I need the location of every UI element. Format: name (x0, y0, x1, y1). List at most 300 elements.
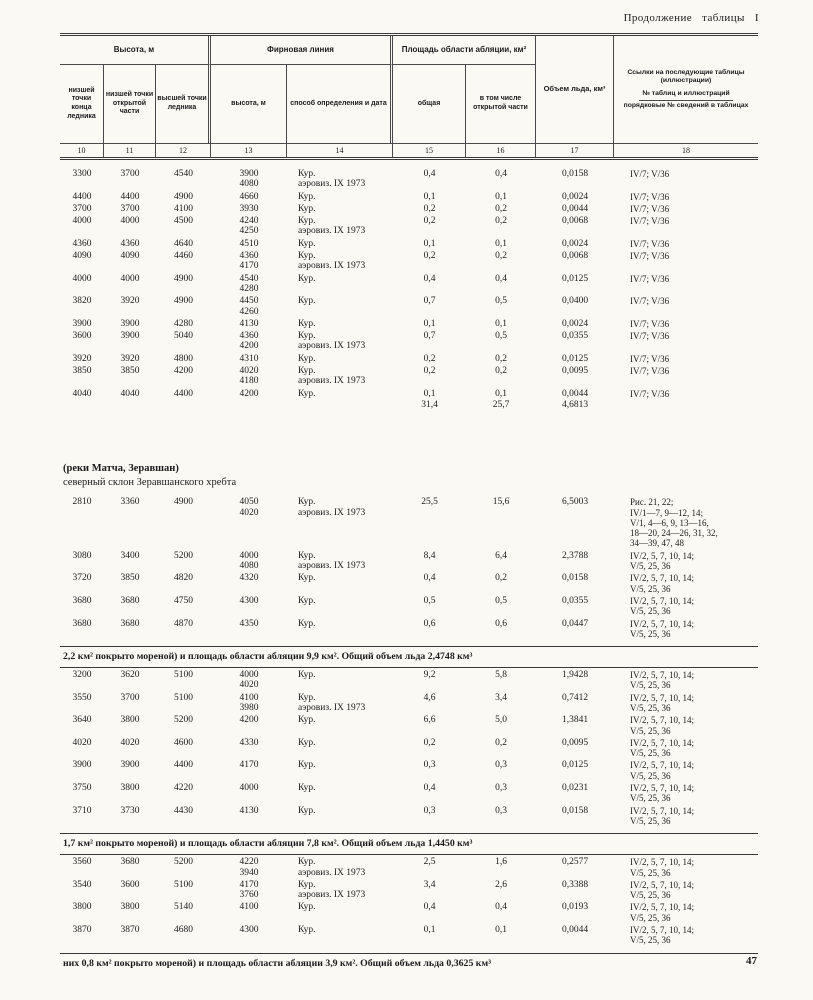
cell-firn-method (287, 670, 393, 691)
firn-method-line: Кур. (298, 805, 316, 816)
cell-highest-height: 4100 (174, 203, 193, 214)
firn-method-line: Кур. (298, 618, 316, 629)
reference-line: IV/7; V/36 (630, 169, 670, 179)
cell-firn-height (211, 389, 287, 399)
cell-ice-volume: 6,5003 (561, 497, 589, 508)
cell-lowest-open-height: 3850 (120, 366, 140, 377)
firn-method-line (298, 307, 393, 317)
cell-firn-method (287, 366, 393, 387)
cell-ablation-open: 0,5 (495, 331, 507, 342)
table-row (60, 251, 758, 272)
cell-ablation-open: 0,3 (495, 783, 507, 794)
reference-line: IV/2, 5, 7, 10, 14; (630, 573, 694, 584)
cell-firn-height (211, 366, 287, 387)
total-ablation-open: 25,7 (492, 399, 510, 410)
cell-lowest-open-height: 4090 (120, 251, 140, 262)
cell-firn-height (211, 857, 287, 878)
firn-method-line: Кур. (298, 783, 316, 794)
firn-height-line: 4360 (239, 331, 259, 342)
firn-height-line: 4170 (239, 760, 259, 771)
cell-lowest-open-height: 3870 (120, 925, 140, 936)
table-row (60, 619, 758, 640)
cell-ice-volume: 0,3388 (561, 879, 589, 890)
cell-references (614, 551, 758, 572)
header-ablation-open: в том числе открытой части (466, 65, 536, 143)
refs-title: Ссылки на последующие таблицы (иллюстрации) (627, 68, 745, 85)
cell-lowest-open-height: 4400 (120, 191, 140, 202)
reference-line: V/5, 25, 36 (630, 748, 671, 759)
cell-ablation-total: 0,1 (423, 191, 436, 202)
firn-method-line: Кур. (298, 692, 316, 703)
firn-height-line: 3940 (239, 867, 259, 878)
cell-lowest-terminus-height: 3700 (72, 203, 92, 214)
table-row (60, 296, 758, 317)
cell-ice-volume: 0,0024 (561, 318, 589, 329)
cell-lowest-terminus-height: 3300 (72, 169, 92, 179)
cell-ablation-open: 15,6 (492, 497, 510, 508)
reference-line: IV/7; V/36 (630, 366, 670, 377)
reference-line: IV/2, 5, 7, 10, 14; (630, 692, 694, 703)
table-row (60, 274, 758, 295)
cell-firn-height (211, 216, 287, 237)
reference-line: IV/2, 5, 7, 10, 14; (630, 737, 694, 748)
cell-ablation-total: 0,7 (423, 331, 436, 342)
cell-ice-volume: 0,0355 (561, 595, 589, 606)
cell-ablation-open: 6,4 (495, 550, 507, 561)
total-ablation-area: 31,4 (421, 399, 438, 410)
firn-height-line: 4200 (239, 341, 259, 352)
cell-references (614, 880, 758, 901)
cell-ablation-total: 0,6 (423, 618, 436, 629)
reference-line: V/5, 25, 36 (630, 702, 671, 713)
table-row (60, 551, 758, 572)
cell-ice-volume: 0,0024 (561, 238, 589, 249)
reference-line: IV/7; V/36 (630, 296, 670, 307)
cell-firn-height (211, 192, 287, 202)
cell-firn-method (287, 192, 393, 202)
refs-fraction-bottom: порядковые № сведений в таблицах (623, 101, 749, 109)
cell-references (614, 573, 758, 594)
table-row (60, 497, 758, 548)
cell-highest-height: 4750 (174, 595, 193, 606)
cell-references (614, 715, 758, 736)
cell-ablation-open: 2,6 (495, 879, 507, 890)
column-number: 14 (287, 144, 393, 157)
table-header (60, 33, 758, 160)
cell-highest-height: 4460 (174, 251, 193, 262)
cell-ablation-open: 0,1 (495, 238, 507, 249)
cell-ice-volume: 0,0044 (561, 925, 589, 936)
reference-line: IV/7; V/36 (630, 353, 670, 364)
firn-method-line: Кур. (298, 737, 316, 748)
cell-ablation-total: 0,3 (423, 805, 436, 816)
cell-firn-method (287, 619, 393, 640)
firn-height-line: 4320 (239, 573, 259, 584)
cell-ablation-total: 9,2 (423, 670, 436, 681)
reference-line: Рис. 21, 22; (630, 497, 674, 508)
cell-lowest-terminus-height: 3680 (72, 618, 92, 629)
reference-line: IV/7; V/36 (630, 216, 670, 227)
table-row (60, 366, 758, 387)
section-total-row (60, 400, 758, 410)
page-number: 47 (746, 955, 757, 967)
cell-firn-method (287, 204, 393, 214)
cell-lowest-open-height: 4000 (120, 216, 140, 227)
table-row (60, 715, 758, 736)
firn-height-line: 4130 (239, 318, 259, 329)
table-row (60, 760, 758, 781)
cell-lowest-open-height: 4020 (120, 737, 140, 748)
cell-ablation-total: 0,1 (423, 925, 436, 936)
reference-line: IV/2, 5, 7, 10, 14; (630, 783, 694, 794)
firn-height-line: 4200 (239, 388, 259, 399)
table-row (60, 880, 758, 901)
reference-line: IV/2, 5, 7, 10, 14; (630, 550, 694, 561)
firn-height-line: 4170 (239, 261, 259, 272)
cell-ice-volume: 0,0095 (561, 737, 589, 748)
cell-lowest-open-height: 3600 (120, 879, 140, 890)
firn-height-line: 4170 (239, 879, 259, 890)
firn-height-line: 4080 (239, 179, 259, 190)
cell-ablation-open: 0,4 (495, 902, 507, 913)
reference-line: V/5, 25, 36 (630, 725, 671, 736)
cell-references (614, 251, 758, 272)
firn-height-line: 4020 (239, 680, 259, 691)
column-number: 12 (156, 144, 211, 157)
cell-ice-volume: 0,0447 (561, 618, 589, 629)
cell-highest-height: 5100 (174, 879, 193, 890)
header-ice-volume: Объем льда, км³ (536, 36, 614, 143)
cell-lowest-terminus-height: 3200 (72, 670, 92, 681)
cell-highest-height: 4870 (174, 618, 193, 629)
cell-ablation-open: 1,6 (495, 857, 507, 868)
reference-line: V/5, 25, 36 (630, 935, 671, 946)
cell-lowest-terminus-height: 3680 (72, 595, 92, 606)
cell-ablation-open: 0,6 (495, 618, 507, 629)
firn-height-line: 4080 (239, 561, 259, 572)
reference-line: V/5, 25, 36 (630, 561, 671, 572)
cell-firn-height (211, 902, 287, 923)
cell-highest-height: 4680 (174, 925, 193, 936)
reference-line: V/5, 25, 36 (630, 815, 671, 826)
cell-firn-method (287, 925, 393, 946)
cell-lowest-open-height: 3680 (120, 618, 140, 629)
firn-height-line: 4200 (239, 715, 259, 726)
cell-ablation-open: 0,5 (495, 595, 507, 606)
refs-fraction-top: № таблиц и иллюстраций (639, 90, 732, 101)
firn-height-line: 4300 (239, 595, 259, 606)
reference-line: IV/2, 5, 7, 10, 14; (630, 618, 694, 629)
firn-height-line: 4020 (239, 366, 259, 377)
cell-ablation-open: 0,2 (495, 203, 507, 214)
cell-ablation-total: 0,4 (423, 783, 436, 794)
cell-firn-height (211, 693, 287, 714)
cell-highest-height: 4820 (174, 573, 193, 584)
table-row (60, 331, 758, 352)
cell-lowest-terminus-height: 3710 (72, 805, 92, 816)
cell-firn-height (211, 497, 287, 548)
cell-ablation-total: 0,1 (423, 388, 436, 399)
header-highest-point: высшей точки ледника (156, 65, 211, 143)
cell-ablation-total: 0,1 (423, 318, 436, 329)
firn-method-line: аэровиз. IX 1973 (298, 341, 366, 352)
cell-lowest-terminus-height: 2810 (72, 497, 92, 508)
cell-ablation-total: 0,4 (423, 169, 436, 179)
header-lowest-terminus: низшей точки конца ледника (60, 65, 104, 143)
cell-ablation-total: 0,3 (423, 760, 436, 771)
table-body (60, 160, 758, 974)
table-row (60, 902, 758, 923)
section-heading-line: (реки Матча, Зеравшан) (63, 463, 179, 475)
cell-lowest-open-height: 3920 (120, 353, 140, 364)
cell-ice-volume: 1,3841 (561, 715, 589, 726)
cell-highest-height: 4430 (174, 805, 193, 816)
cell-lowest-terminus-height: 3920 (72, 353, 92, 364)
cell-lowest-open-height: 3680 (120, 595, 140, 606)
cell-highest-height: 4640 (174, 238, 193, 249)
cell-highest-height: 5200 (174, 550, 193, 561)
cell-ablation-open: 3,4 (495, 692, 507, 703)
reference-line: V/5, 25, 36 (630, 890, 671, 901)
table-row (60, 204, 758, 214)
cell-highest-height: 4900 (174, 191, 193, 202)
firn-height-line: 4130 (239, 805, 259, 816)
firn-height-line: 4240 (239, 216, 259, 227)
firn-method-line: Кур. (298, 902, 316, 913)
firn-method-line: Кур. (298, 169, 316, 179)
cell-lowest-terminus-height: 3870 (72, 925, 92, 936)
cell-highest-height: 4540 (174, 169, 193, 179)
firn-height-line: 4100 (239, 902, 259, 913)
firn-method-line: аэровиз. IX 1973 (298, 179, 366, 190)
cell-firn-height (211, 715, 287, 736)
cell-lowest-terminus-height: 4000 (72, 273, 92, 284)
column-number: 15 (393, 144, 466, 157)
cell-firn-height (211, 274, 287, 295)
firn-method-line: Кур. (298, 760, 316, 771)
cell-ice-volume: 0,0044 (561, 203, 589, 214)
cell-ice-volume: 0,0158 (561, 573, 589, 584)
cell-lowest-terminus-height: 4020 (72, 737, 92, 748)
cell-highest-height: 4220 (174, 783, 193, 794)
cell-references (614, 902, 758, 923)
cell-lowest-open-height: 4360 (120, 238, 140, 249)
firn-method-line: Кур. (298, 497, 316, 508)
cell-firn-height (211, 551, 287, 572)
cell-highest-height: 4900 (174, 497, 193, 508)
cell-references (614, 670, 758, 691)
cell-ablation-total: 0,2 (423, 216, 436, 227)
cell-lowest-terminus-height: 4090 (72, 251, 92, 262)
column-numbers-row (60, 143, 758, 160)
cell-firn-height (211, 296, 287, 317)
table-row (60, 354, 758, 364)
cell-ablation-open: 0,2 (495, 366, 507, 377)
firn-method-line: Кур. (298, 670, 316, 681)
cell-firn-method (287, 319, 393, 329)
cell-references (614, 619, 758, 640)
cell-lowest-terminus-height: 4000 (72, 216, 92, 227)
firn-method-line: Кур. (298, 857, 316, 868)
cell-ice-volume: 0,2577 (561, 857, 589, 868)
firn-method-line: аэровиз. IX 1973 (298, 867, 366, 878)
reference-line: V/5, 25, 36 (630, 606, 671, 617)
firn-method-line: аэровиз. IX 1973 (298, 226, 366, 237)
cell-ice-volume: 0,0125 (561, 273, 589, 284)
cell-firn-height (211, 619, 287, 640)
section-heading (60, 462, 758, 490)
cell-ice-volume: 0,7412 (561, 692, 589, 703)
column-number: 16 (466, 144, 536, 157)
firn-method-line: Кур. (298, 331, 316, 342)
firn-height-line: 4100 (239, 692, 259, 703)
cell-ablation-total: 0,2 (423, 737, 436, 748)
firn-method-line: Кур. (298, 595, 316, 606)
firn-method-line: аэровиз. IX 1973 (298, 702, 366, 713)
cell-ablation-total: 0,4 (423, 573, 436, 584)
cell-firn-method (287, 251, 393, 272)
cell-firn-method (287, 497, 393, 548)
table-row (60, 857, 758, 878)
firn-height-line: 4250 (239, 226, 259, 237)
total-ice-volume: 4,6813 (561, 399, 589, 410)
cell-references (614, 366, 758, 387)
cell-firn-method (287, 715, 393, 736)
cell-firn-method (287, 274, 393, 295)
header-firn-height: высота, м (211, 65, 287, 143)
firn-height-line: 4310 (239, 353, 259, 364)
cell-ablation-open: 0,5 (495, 296, 507, 307)
reference-line: IV/7; V/36 (630, 331, 670, 342)
firn-method-line: Кур. (298, 353, 316, 364)
cell-references (614, 389, 758, 399)
cell-firn-method (287, 880, 393, 901)
cell-ablation-total: 0,1 (423, 238, 436, 249)
glacier-table (60, 33, 758, 974)
cell-lowest-terminus-height: 3540 (72, 879, 92, 890)
cell-lowest-open-height: 3900 (120, 331, 140, 342)
table-row (60, 783, 758, 804)
cell-lowest-terminus-height: 3820 (72, 296, 92, 307)
table-header-main (60, 36, 758, 143)
cell-firn-height (211, 925, 287, 946)
continuation-note: них 0,8 км² покрыто мореной) и площадь области абляции 3,9 км². Общий объем льда 0,3625 км³ (60, 953, 758, 974)
header-firn-method: способ определения и дата (287, 65, 393, 143)
cell-firn-height (211, 251, 287, 272)
cell-lowest-open-height: 3900 (120, 318, 140, 329)
cell-lowest-open-height: 3680 (120, 857, 140, 868)
table-row (60, 925, 758, 946)
firn-method-line: Кур. (298, 879, 316, 890)
cell-firn-method (287, 902, 393, 923)
firn-height-line: 4280 (239, 283, 259, 294)
firn-method-line: Кур. (298, 550, 316, 561)
firn-method-line (298, 284, 393, 294)
cell-references (614, 783, 758, 804)
table-row (60, 169, 758, 190)
firn-method-line: Кур. (298, 296, 316, 307)
cell-lowest-open-height: 4000 (120, 273, 140, 284)
reference-line: IV/7; V/36 (630, 191, 670, 202)
cell-ice-volume: 0,0095 (561, 366, 589, 377)
cell-ablation-total: 0,5 (423, 595, 436, 606)
cell-ablation-open: 5,8 (495, 670, 507, 681)
cell-lowest-terminus-height: 4400 (72, 191, 92, 202)
cell-ablation-total: 6,6 (423, 715, 436, 726)
reference-line: IV/7; V/36 (630, 273, 670, 284)
cell-references (614, 296, 758, 317)
cell-highest-height: 4800 (174, 353, 193, 364)
firn-height-line: 3760 (239, 890, 259, 901)
header-group-ablation-area: Площадь области абляции, км² (393, 36, 536, 65)
continuation-note: 2,2 км² покрыто мореной) и площадь области абляции 9,9 км². Общий объем льда 2,4748 км³ (60, 646, 758, 668)
cell-firn-height (211, 204, 287, 214)
table-row (60, 693, 758, 714)
cell-ice-volume: 0,0355 (561, 331, 589, 342)
firn-height-line: 4000 (239, 783, 259, 794)
firn-height-line: 4350 (239, 618, 259, 629)
firn-height-line: 3900 (239, 169, 259, 179)
firn-height-line: 4260 (239, 306, 259, 317)
firn-height-line: 4000 (239, 670, 259, 681)
firn-method-line: Кур. (298, 273, 316, 284)
firn-method-line: Кур. (298, 573, 316, 584)
cell-lowest-terminus-height: 3900 (72, 318, 92, 329)
firn-height-line: 4360 (239, 251, 259, 262)
cell-firn-height (211, 319, 287, 329)
cell-references (614, 857, 758, 878)
firn-method-line: Кур. (298, 388, 316, 399)
cell-ablation-open: 0,3 (495, 760, 507, 771)
firn-method-line: Кур. (298, 318, 316, 329)
cell-firn-method (287, 331, 393, 352)
cell-firn-method (287, 596, 393, 617)
table-row (60, 216, 758, 237)
cell-highest-height: 4280 (174, 318, 193, 329)
cell-references (614, 204, 758, 214)
cell-firn-method (287, 760, 393, 781)
reference-line: V/5, 25, 36 (630, 628, 671, 639)
cell-ablation-total: 0,2 (423, 203, 436, 214)
cell-firn-height (211, 354, 287, 364)
cell-highest-height: 4400 (174, 760, 193, 771)
cell-lowest-open-height: 3360 (120, 497, 140, 508)
cell-highest-height: 4500 (174, 216, 193, 227)
table-row (60, 670, 758, 691)
reference-line: V/5, 25, 36 (630, 867, 671, 878)
cell-ablation-open: 0,3 (495, 805, 507, 816)
reference-line: IV/2, 5, 7, 10, 14; (630, 805, 694, 816)
cell-firn-height (211, 573, 287, 594)
firn-method-line: Кур. (298, 238, 316, 249)
cell-ablation-open: 0,1 (495, 388, 507, 399)
section-heading-line: северный склон Зеравшанского хребта (63, 477, 237, 489)
cell-ice-volume: 2,3788 (561, 550, 589, 561)
cell-lowest-terminus-height: 3750 (72, 783, 92, 794)
cell-firn-height (211, 239, 287, 249)
column-number: 13 (211, 144, 287, 157)
cell-highest-height: 5200 (174, 715, 193, 726)
cell-ice-volume: 0,0158 (561, 169, 589, 179)
reference-line: IV/2, 5, 7, 10, 14; (630, 925, 694, 936)
cell-lowest-terminus-height: 4360 (72, 238, 92, 249)
firn-method-line: аэровиз. IX 1973 (298, 376, 366, 387)
reference-line: IV/7; V/36 (630, 251, 670, 262)
references-header-inner (615, 69, 757, 110)
firn-method-line: аэровиз. IX 1973 (298, 890, 366, 901)
cell-references (614, 693, 758, 714)
cell-references (614, 331, 758, 352)
